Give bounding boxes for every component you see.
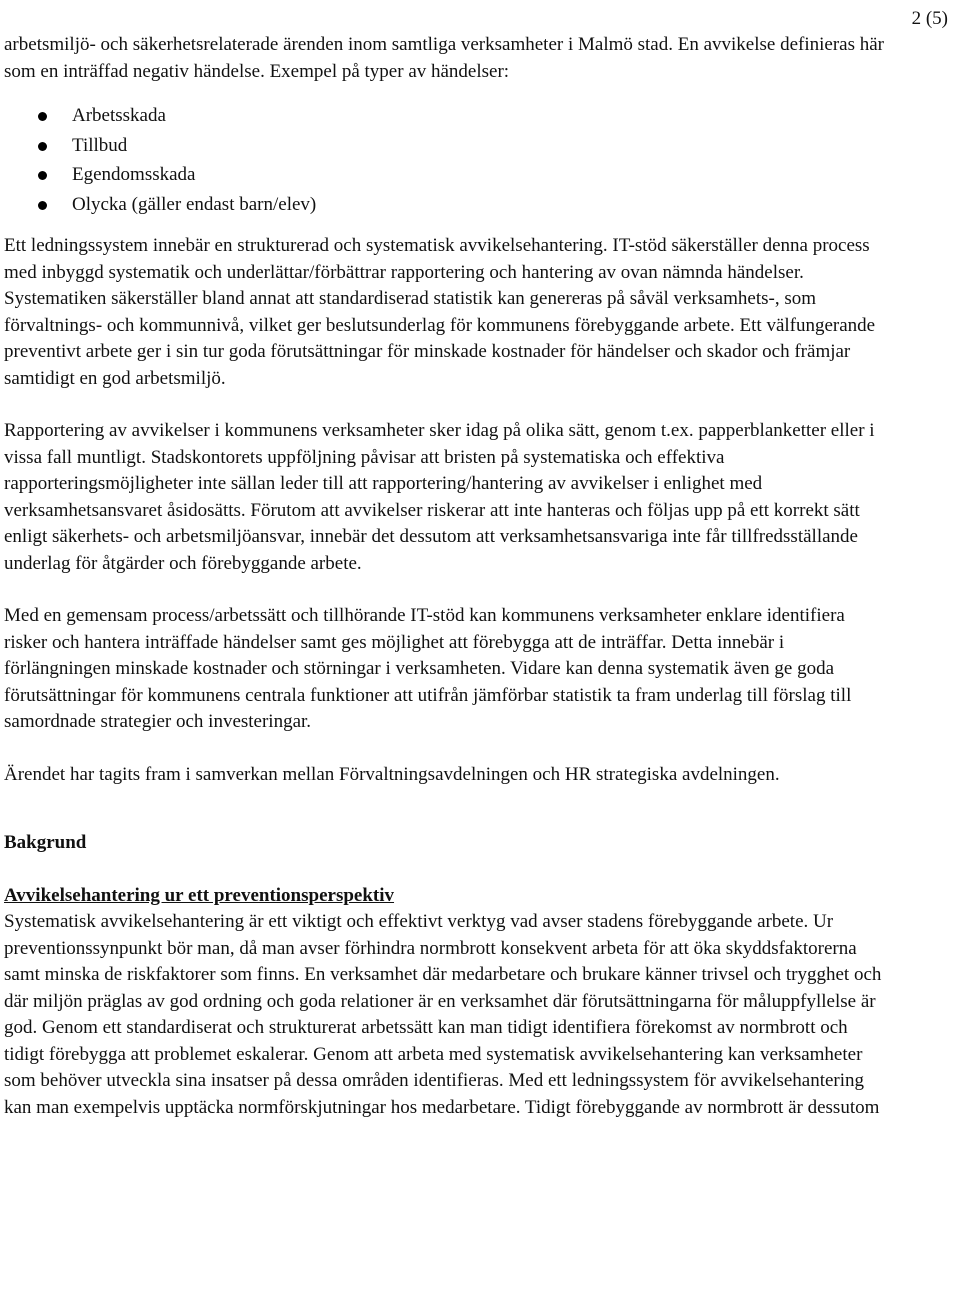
list-item-text: Egendomsskada [72,164,196,185]
sub-heading: Avvikelsehantering ur ett preventionsperspektiv [4,884,395,906]
bullet-icon [38,142,47,151]
intro-paragraph: arbetsmiljö- och säkerhetsrelaterade ärenden inom samtliga verksamheter i Malmö stad. En avvikelse definieras här som en inträffad negativ händelse. Exempel på typer av händelser: [4,34,885,82]
paragraph-reporting: Rapportering av avvikelser i kommunens verksamheter sker idag på olika sätt, genom t.ex. papperblanketter eller i vissa fall muntligt. Stadskontorets uppföljning påvisar att bristen på systematiska och effektiva rapporteringsmöjligheter inte sällan leder till att rapportering/hantering av avvikelser i enlighet med verksamhetsansvaret åsidosätts. Förutom att avvikelser riskerar att inte hanteras och följas upp på ett korrekt sätt enligt säkerhets- och arbetsmiljöansvar, innebär det dessutom att verksamhetsansvariga inte får tillfredsställande underlag för åtgärder och förebyggande arbete. [4,420,875,574]
bullet-icon [38,171,47,180]
bullet-icon [38,201,47,210]
list-item [4,190,884,220]
paragraph-collaboration: Ärendet har tagits fram i samverkan mellan Förvaltningsavdelningen och HR strategiska avdelningen. [4,763,780,785]
paragraph-common-process: Med en gemensam process/arbetssätt och tillhörande IT-stöd kan kommunens verksamheter enklare identifiera risker och hantera inträffade händelser samt ges möjlighet att förebygga att de inträffar. Detta innebär i förlängningen minskade kostnader och störningar i verksamheten. Vidare kan denna systematik även ge goda förutsättningar för kommunens centrala funktioner att utifrån jämförbar statistik ta fram underlag till förslag till samordnade strategier och investeringar. [4,605,852,732]
list-item-text: Arbetsskada [72,105,166,126]
event-type-list [4,101,884,219]
section-heading: Bakgrund [4,832,87,853]
paragraph-management-system: Ett ledningssystem innebär en strukturerad och systematisk avvikelsehantering. IT-stöd säkerställer denna process med inbyggd systematik och underlättar/förbättrar rapportering och hantering av ovan nämnda händelser. Systematiken säkerställer bland annat att standardiserad statistik kan genereras på såväl verksamhets-, som förvaltnings- och kommunnivå, vilket ger beslutsunderlag för kommunens förebyggande arbete. Ett välfungerande preventivt arbete ger i sin tur goda förutsättningar för minskade kostnader för händelser och skador och främjar samtidigt en god arbetsmiljö. [4,235,876,389]
list-item [4,101,884,131]
list-item-text: Tillbud [72,134,128,156]
list-item [4,131,884,161]
page-number: 2 (5) [911,8,948,29]
background-paragraph: Systematisk avvikelsehantering är ett viktigt och effektivt verktyg vad avser stadens förebyggande arbete. Ur preventionssynpunkt bör man, då man avser förhindra normbrott konsekvent arbeta för att öka skyddsfaktorerna samt minska de riskfaktorer som finns. En verksamhet där medarbetare och brukare känner trivsel och trygghet och där miljön präglas av god ordning och goda relationer är en verksamhet där förutsättningarna för måluppfyllelse är god. Genom ett standardiserat och strukturerat arbetssätt kan man tidigt identifiera förekomst av normbrott och tidigt förebygga att problemet eskalerar. Genom att arbeta med systematisk avvikelsehantering kan verksamheter som behöver utveckla sina insatser på dessa områden identifieras. Med ett ledningssystem för avvikelsehantering kan man exempelvis upptäcka normförskjutningar hos medarbetare. Tidigt förebyggande av normbrott är dessutom [4,911,882,1118]
list-item-text: Olycka (gäller endast barn/elev) [72,193,317,215]
document-body [4,32,884,1121]
list-item [4,160,884,190]
bullet-icon [38,112,47,121]
